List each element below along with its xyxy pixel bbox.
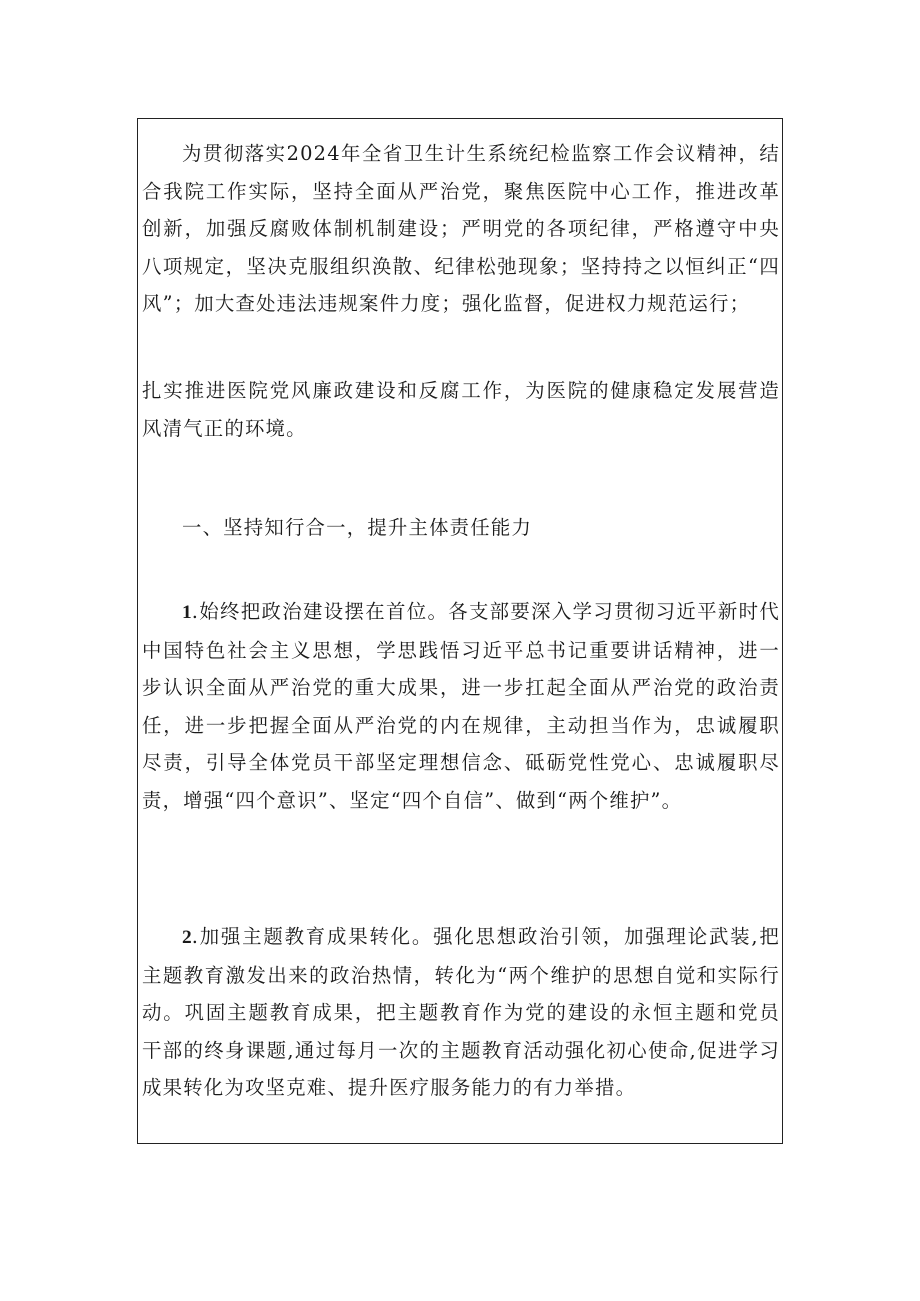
item-1-number: 1 [182, 602, 192, 623]
section-heading: 一、坚持知行合一，提升主体责任能力 [182, 516, 533, 539]
item-2-number: 2 [182, 927, 192, 948]
intro-paragraph: 为贯彻落实2024年全省卫生计生系统纪检监察工作会议精神，结合我院工作实际，坚持全面从严治党，聚焦医院中心工作，推进改革创新，加强反腐败体制机制建设；严明党的各项纪律，严格遵守中央八项规定，坚决克服组织涣散、纪律松弛现象；坚持持之以恒纠正“四风”；加大查处违法违规案件力度；强化监督，促进权力规范运行； [142, 142, 780, 315]
item-2-paragraph [142, 918, 780, 1107]
item-1-paragraph [142, 593, 780, 819]
document-frame [137, 118, 783, 1144]
intro-paragraph-continued: 扎实推进医院党风廉政建设和反腐工作，为医院的健康稳定发展营造风清气正的环境。 [142, 379, 780, 440]
item-1-text: .始终把政治建设摆在首位。各支部要深入学习贯彻习近平新时代中国特色社会主义思想，学思践悟习近平总书记重要讲话精神，进一步认识全面从严治党的重大成果，进一步扛起全面从严治党的政治责任，进一步把握全面从严治党的内在规律，主动担当作为，忠诚履职尽责，引导全体党员干部坚定理想信念、砥砺党性党心、忠诚履职尽责，增强“四个意识”、坚定“四个自信”、做到“两个维护”。 [142, 600, 780, 812]
item-2-text: .加强主题教育成果转化。强化思想政治引领，加强理论武装,把主题教育激发出来的政治热情，转化为“两个维护的思想自觉和实际行动。巩固主题教育成果，把主题教育作为党的建设的永恒主题和党员干部的终身课题,通过每月一次的主题教育活动强化初心使命,促进学习成果转化为攻坚克难、提升医疗服务能力的有力举措。 [142, 925, 780, 1099]
